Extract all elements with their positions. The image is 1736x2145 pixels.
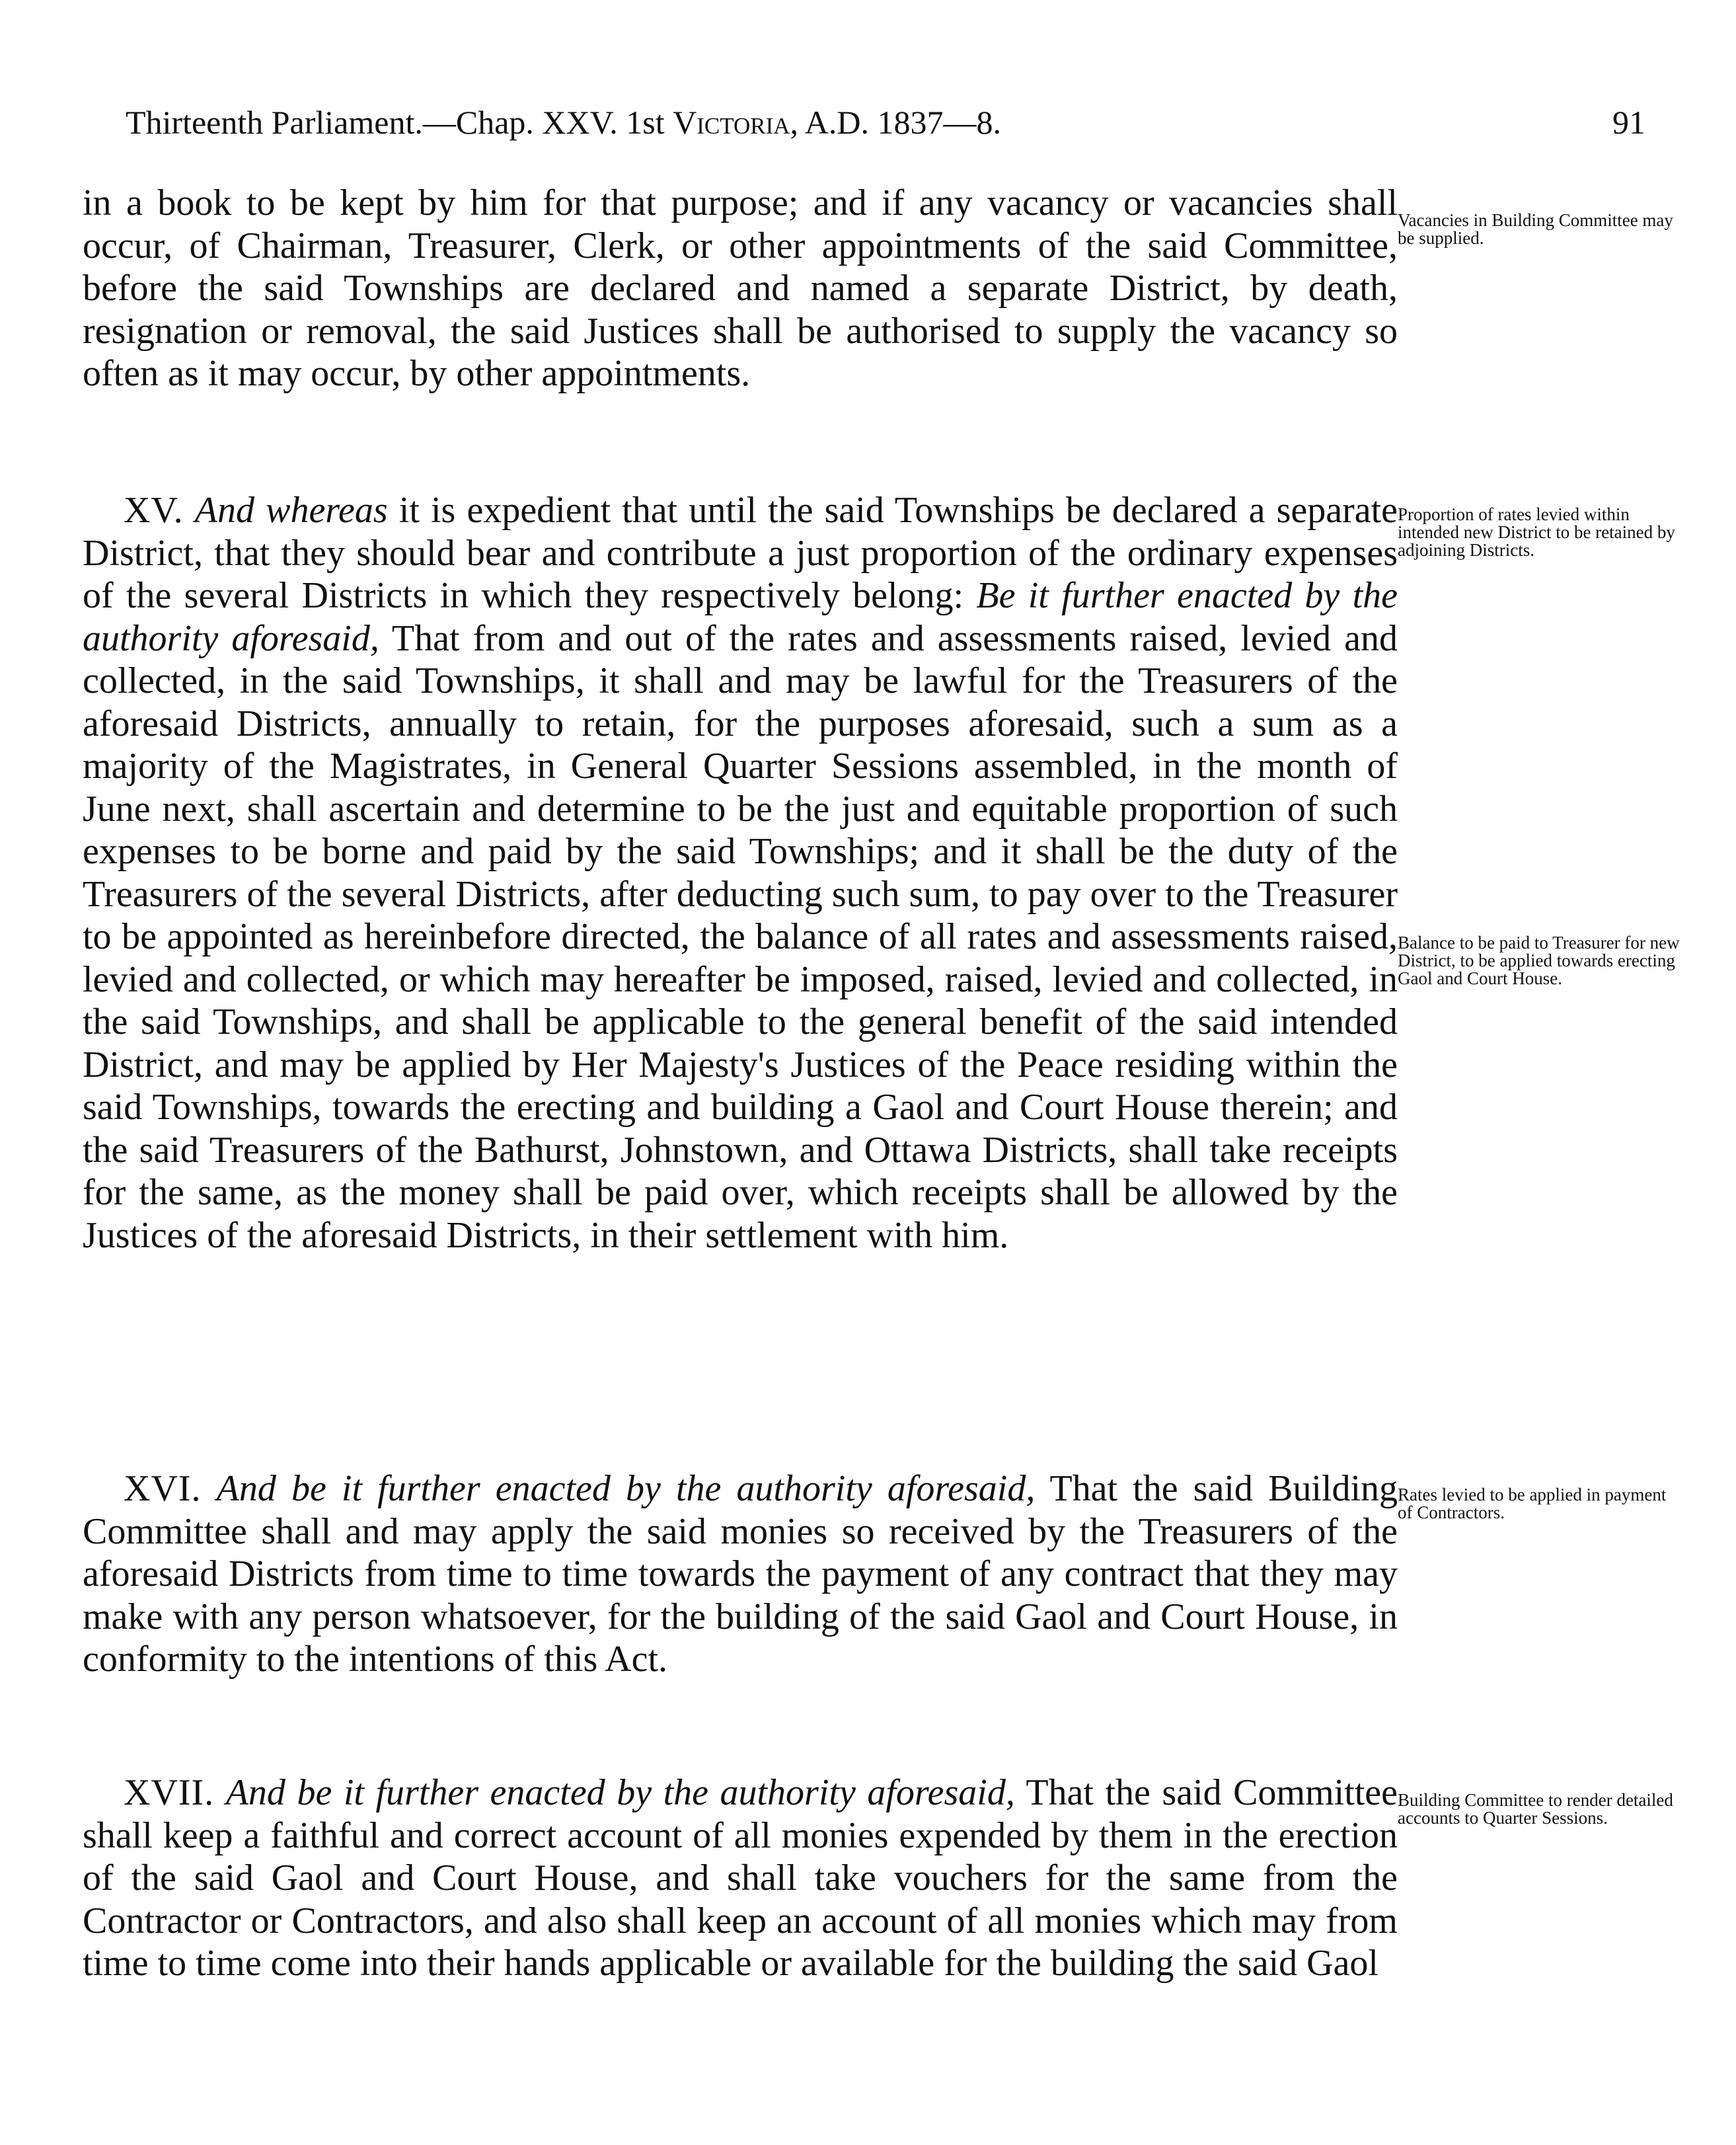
running-title-smallcaps: Victoria [673,104,790,141]
section-text: it is expedient that until the said Townships be declared a separate District, that they should bear and contribute a just proportion of the ordinary expenses of the several Districts in which they respectively belong: [83,490,1398,616]
section-number: XV. [124,490,184,531]
section-xvi-text [83,1467,1398,1681]
margin-note: Rates levied to be applied in payment of Contractors. [1398,1485,1667,1522]
section-xvii [83,1772,1398,1985]
section-text: That the said Committee shall keep a faithful and correct account of all monies expended by them in the erection of the said Gaol and Court House, and shall take vouchers for the same from the Contractor or Contractors, and also shall keep an account of all monies which may from time to time come into their hands applicable or available for the building the said Gaol [83,1772,1398,1984]
running-title-text: Thirteenth Parliament.—Chap. XXV. 1st [126,104,673,141]
section-text: That the said Building Committee shall and may apply the said monies so received by the Treasurers of the aforesaid Districts from time to time towards the payment of any contract that they may make with any person whatsoever, for the building of the said Gaol and Court House, in conformity to the intentions of this Act. [83,1468,1398,1680]
section-xv-text [83,489,1398,1257]
section-number: XVII. [124,1772,215,1813]
margin-note: Balance to be paid to Treasurer for new District, to be applied towards erecting Gaol and Court House. [1398,933,1680,988]
enacting-clause: And be it further enacted by the authority aforesaid, [216,1468,1036,1509]
section-xv [83,489,1398,1257]
margin-note: Vacancies in Building Committee may be supplied. [1398,210,1673,248]
page-number: 91 [1612,104,1645,141]
section-text: That from and out of the rates and assessments raised, levied and collected, in the said Townships, it shall and may be lawful for the Treasurers of the aforesaid Districts, annually to retain, for the purposes aforesaid, such a sum as a majority of the Magistrates, in General Quarter Sessions assembled, in the month of June next, shall ascertain and determine to be the just and equitable proportion of such expenses to be borne and paid by the said Townships; and it shall be the duty of the Treasurers of the several Districts, after deducting such sum, to pay over to the Treasurer to be appointed as hereinbefore directed, the balance of all rates and assessments raised, levied and collected, or which may hereafter be imposed, raised, levied and collected, in the said Townships, and shall be applicable to the general benefit of the said intended District, and may be applied by Her Majesty's Justices of the Peace residing within the said Townships, towards the erecting and building a Gaol and Court House therein; and the said Treasurers of the Bathurst, Johnstown, and Ottawa Districts, shall take receipts for the same, as the money shall be paid over, which receipts shall be allowed by the Justices of the aforesaid Districts, in their settlement with him. [83,617,1398,1256]
paragraph-text: in a book to be kept by him for that purpose; and if any vacancy or vacancies shall occur, of Chairman, Treasurer, Clerk, or other appointments of the said Committee, before the said Townships are declared and named a separate District, by death, resignation or removal, the said Justices shall be authorised to supply the vacancy so often as it may occur, by other appointments. [83,182,1398,394]
margin-note: Proportion of rates levied within intended new District to be retained by adjoining Districts. [1398,504,1675,560]
margin-note: Building Committee to render detailed accounts to Quarter Sessions. [1398,1790,1673,1828]
section-xvi [83,1467,1398,1681]
section-number: XVI. [124,1468,202,1509]
paragraph-continuation [83,182,1398,395]
enacting-clause: Be it further enacted by the authority aforesaid, [83,575,1398,659]
section-intro-italic: And whereas [194,490,388,531]
running-title-date: , A.D. 1837—8. [790,104,1002,141]
running-title [126,99,1001,145]
enacting-clause: And be it further enacted by the authority aforesaid, [225,1772,1015,1813]
running-head [126,99,1645,145]
section-xvii-text [83,1772,1398,1985]
